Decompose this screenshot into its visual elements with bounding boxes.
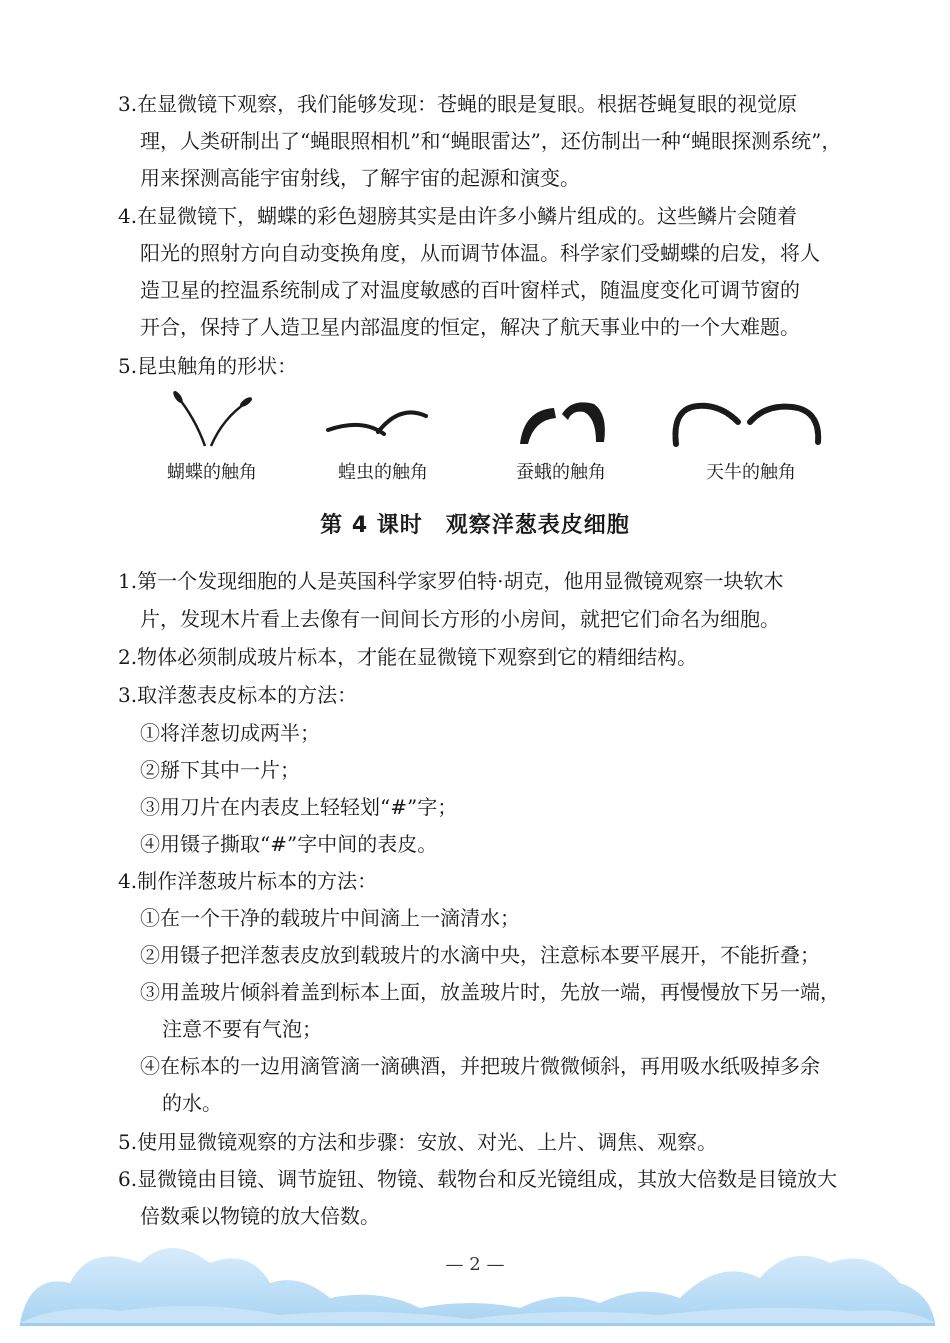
item-number: 3. [118,92,138,116]
item-b1-line1: 1.第一个发现细胞的人是英国科学家罗伯特·胡克，他用显微镜观察一块软木 [118,569,784,593]
item-number: 4. [118,869,138,893]
item-b3-step3: ③用刀片在内表皮上轻轻划“#”字； [140,795,458,819]
caption-silkmoth: 蚕蛾的触角 [516,462,606,483]
item-b1-line2: 片，发现木片看上去像有一间间长方形的小房间，就把它们命名为细胞。 [140,607,780,631]
item-b2: 2.物体必须制成玻片标本，才能在显微镜下观察到它的精细结构。 [118,645,698,669]
item-b3: 3.取洋葱表皮标本的方法： [118,683,358,707]
item-a3-line1: 3.在显微镜下观察，我们能够发现：苍蝇的眼是复眼。根据苍蝇复眼的视觉原 [118,92,798,116]
item-number: 4. [118,204,138,228]
item-a4-line4: 开合，保持了人造卫星内部温度的恒定，解决了航天事业中的一个大难题。 [140,315,800,339]
item-b6-line2: 倍数乘以物镜的放大倍数。 [140,1204,380,1228]
butterfly-antenna-illustration [165,388,255,448]
item-a4-line3: 造卫星的控温系统制成了对温度敏感的百叶窗样式，随温度变化可调节窗的 [140,278,800,302]
lesson-title: 第 4 课时 观察洋葱表皮细胞 [320,513,630,538]
item-b4-step1: ①在一个干净的载玻片中间滴上一滴清水； [140,906,520,930]
item-a3-line2: 理，人类研制出了“蝇眼照相机”和“蝇眼雷达”，还仿制出一种“蝇眼探测系统”， [140,129,842,153]
item-a4-line1: 4.在显微镜下，蝴蝶的彩色翅膀其实是由许多小鳞片组成的。这些鳞片会随着 [118,204,798,228]
caption-longhorn-beetle: 天牛的触角 [706,462,796,483]
item-a4-line2: 阳光的照射方向自动变换角度，从而调节体温。科学家们受蝴蝶的启发，将人 [140,241,820,265]
item-b4-step3: ③用盖玻片倾斜着盖到标本上面，放盖玻片时，先放一端，再慢慢放下另一端， [140,980,840,1004]
longhorn-beetle-antenna-illustration [668,388,828,448]
item-number: 2. [118,645,138,669]
caption-locust: 蝗虫的触角 [338,462,428,483]
silkmoth-antenna-illustration [512,388,612,448]
item-number: 1. [118,569,138,593]
item-b3-step4: ④用镊子撕取“#”字中间的表皮。 [140,832,438,856]
item-number: 5. [118,1130,138,1154]
item-number: 6. [118,1167,138,1191]
item-b4-step2: ②用镊子把洋葱表皮放到载玻片的水滴中央，注意标本要平展开，不能折叠； [140,943,820,967]
page-number: — 2 — [445,1254,505,1275]
caption-butterfly: 蝴蝶的触角 [167,462,257,483]
locust-antenna-illustration [322,388,432,448]
item-number: 5. [118,354,138,378]
item-b3-step1: ①将洋葱切成两半； [140,721,320,745]
item-a3-line3: 用来探测高能宇宙射线，了解宇宙的起源和演变。 [140,166,580,190]
item-b4-step4: ④在标本的一边用滴管滴一滴碘酒，并把玻片微微倾斜，再用吸水纸吸掉多余 [140,1054,820,1078]
item-b3-step2: ②掰下其中一片； [140,758,300,782]
item-a5: 5.昆虫触角的形状： [118,354,298,378]
item-b4: 4.制作洋葱玻片标本的方法： [118,869,378,893]
item-b6-line1: 6.显微镜由目镜、调节旋钮、物镜、载物台和反光镜组成，其放大倍数是目镜放大 [118,1167,838,1191]
item-number: 3. [118,683,138,707]
item-b5: 5.使用显微镜观察的方法和步骤：安放、对光、上片、调焦、观察。 [118,1130,718,1154]
item-b4-step4-cont: 的水。 [162,1091,222,1115]
item-b4-step3-cont: 注意不要有气泡； [162,1017,322,1041]
